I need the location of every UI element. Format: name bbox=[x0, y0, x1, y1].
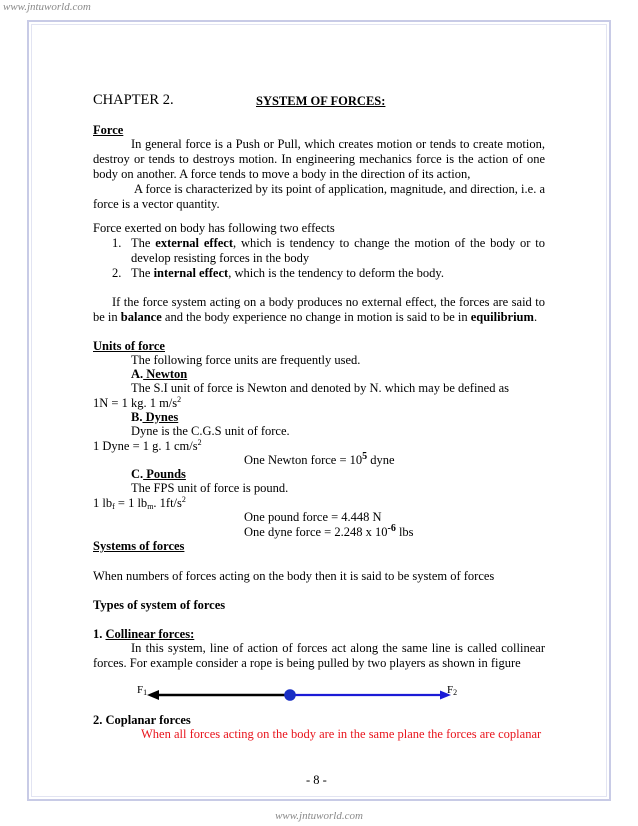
dyne-eq-sup: -6 bbox=[387, 523, 396, 534]
collinear-number: 1. bbox=[93, 627, 106, 641]
units-intro: The following force units are frequently used. bbox=[131, 353, 361, 367]
f2-main: F bbox=[447, 684, 454, 696]
newton-eq-end: dyne bbox=[367, 453, 395, 467]
systems-heading: Systems of forces bbox=[93, 539, 185, 553]
equilibrium-bold: equilibrium bbox=[470, 310, 534, 325]
unit-a-eq-main: 1N = 1 kg. 1 m/s bbox=[93, 396, 178, 410]
pound-newton-equation: One pound force = 4.448 N bbox=[244, 510, 382, 524]
unit-a-text: The S.I unit of force is Newton and denoted by N. which may be defined as bbox=[131, 381, 510, 395]
unit-a-heading bbox=[131, 367, 187, 382]
collinear-title: Collinear forces: bbox=[105, 627, 195, 641]
unit-b-name: Dynes bbox=[142, 410, 179, 424]
effect-2-item bbox=[131, 266, 444, 281]
balance-pre: If the force system acting on a body produces no external effect, the forces are said to be in bbox=[93, 295, 545, 325]
newton-dyne-equation bbox=[244, 453, 395, 468]
effect-2-post: , which is the tendency to deform the body. bbox=[228, 266, 444, 280]
effect-1-bold: external effect bbox=[155, 236, 234, 250]
balance-end: . bbox=[533, 310, 538, 325]
unit-b-equation bbox=[93, 439, 202, 454]
unit-a-name: Newton bbox=[143, 367, 188, 381]
types-heading: Types of system of forces bbox=[93, 598, 226, 612]
chapter-title: SYSTEM OF FORCES: bbox=[256, 94, 386, 108]
dyne-eq-end: lbs bbox=[395, 525, 414, 539]
right-arrowhead bbox=[440, 691, 451, 700]
effect-1-post: , which is tendency to change the motion of the body or to develop resisting forces in the body bbox=[131, 236, 545, 266]
force-heading: Force bbox=[93, 123, 124, 137]
balance-bold: balance bbox=[120, 310, 162, 325]
dyne-eq-main: One dyne force = 2.248 x 10 bbox=[244, 525, 388, 539]
systems-text: When numbers of forces acting on the body then it is said to be system of forces bbox=[93, 569, 495, 583]
coplanar-text: When all forces acting on the body are in the same plane the forces are coplanar bbox=[141, 727, 542, 741]
watermark-top: www.jntuworld.com bbox=[3, 1, 91, 13]
newton-eq-main: One Newton force = 10 bbox=[244, 453, 363, 467]
effect-1-number: 1. bbox=[112, 236, 122, 250]
unit-c-heading bbox=[131, 467, 186, 482]
unit-c-eq-3: . 1ft/s bbox=[153, 496, 182, 510]
effect-2-bold: internal effect bbox=[153, 266, 229, 280]
page-number: - 8 - bbox=[306, 773, 327, 787]
f2-sub: 2 bbox=[453, 688, 458, 697]
body-point bbox=[284, 689, 296, 701]
effect-2-number: 2. bbox=[112, 266, 122, 280]
unit-a-eq-sup: 2 bbox=[177, 395, 182, 404]
unit-c-eq-1: 1 lb bbox=[93, 496, 113, 510]
unit-c-eq-sub2: m bbox=[147, 502, 154, 511]
unit-b-heading bbox=[131, 410, 178, 425]
dyne-pound-equation bbox=[244, 525, 414, 540]
unit-b-eq-main: 1 Dyne = 1 g. 1 cm/s bbox=[93, 439, 198, 453]
unit-c-name: Pounds bbox=[143, 467, 186, 481]
unit-c-eq-2: = 1 lb bbox=[114, 496, 148, 510]
balance-paragraph bbox=[93, 295, 545, 325]
watermark-bottom: www.jntuworld.com bbox=[275, 810, 363, 822]
left-arrowhead bbox=[147, 690, 159, 700]
unit-c-equation bbox=[93, 496, 186, 511]
unit-b-eq-sup: 2 bbox=[197, 438, 202, 447]
effects-intro: Force exerted on body has following two effects bbox=[93, 221, 335, 235]
units-heading: Units of force bbox=[93, 339, 165, 353]
newton-eq-sup: 5 bbox=[362, 451, 368, 462]
f1-main: F bbox=[137, 684, 144, 696]
effect-1-pre: The bbox=[131, 236, 156, 250]
unit-c-label: C. bbox=[131, 467, 144, 481]
collinear-text: In this system, line of action of forces act along the same line is called collinear forces. For example consider a rope is being pulled by two players as shown in figure bbox=[93, 641, 545, 671]
unit-a-equation bbox=[93, 396, 181, 411]
effect-2-pre: The bbox=[131, 266, 154, 280]
balance-mid: and the body experience no change in motion is said to be in bbox=[161, 310, 471, 325]
unit-c-eq-sup: 2 bbox=[181, 495, 186, 504]
unit-b-label: B. bbox=[131, 410, 143, 424]
coplanar-heading: 2. Coplanar forces bbox=[93, 713, 191, 727]
force-paragraph-1: In general force is a Push or Pull, which creates motion or tends to create motion, destroy or tends to destroys motion. In engineering mechanics force is the action of one body on another. A force tends to move a body in the direction of its action, bbox=[93, 137, 545, 182]
collinear-forces-figure bbox=[145, 685, 458, 705]
unit-b-text: Dyne is the C.G.S unit of force. bbox=[131, 424, 290, 438]
unit-c-text: The FPS unit of force is pound. bbox=[131, 481, 289, 495]
force-paragraph-2: A force is characterized by its point of application, magnitude, and direction, i.e. a force is a vector quantity. bbox=[93, 182, 545, 212]
unit-c-eq-sub1: f bbox=[112, 502, 115, 511]
f1-sub: 1 bbox=[143, 688, 148, 697]
collinear-heading bbox=[93, 627, 194, 642]
chapter-label: CHAPTER 2. bbox=[93, 92, 174, 108]
effect-1-item bbox=[131, 236, 545, 266]
unit-a-label: A. bbox=[131, 367, 144, 381]
